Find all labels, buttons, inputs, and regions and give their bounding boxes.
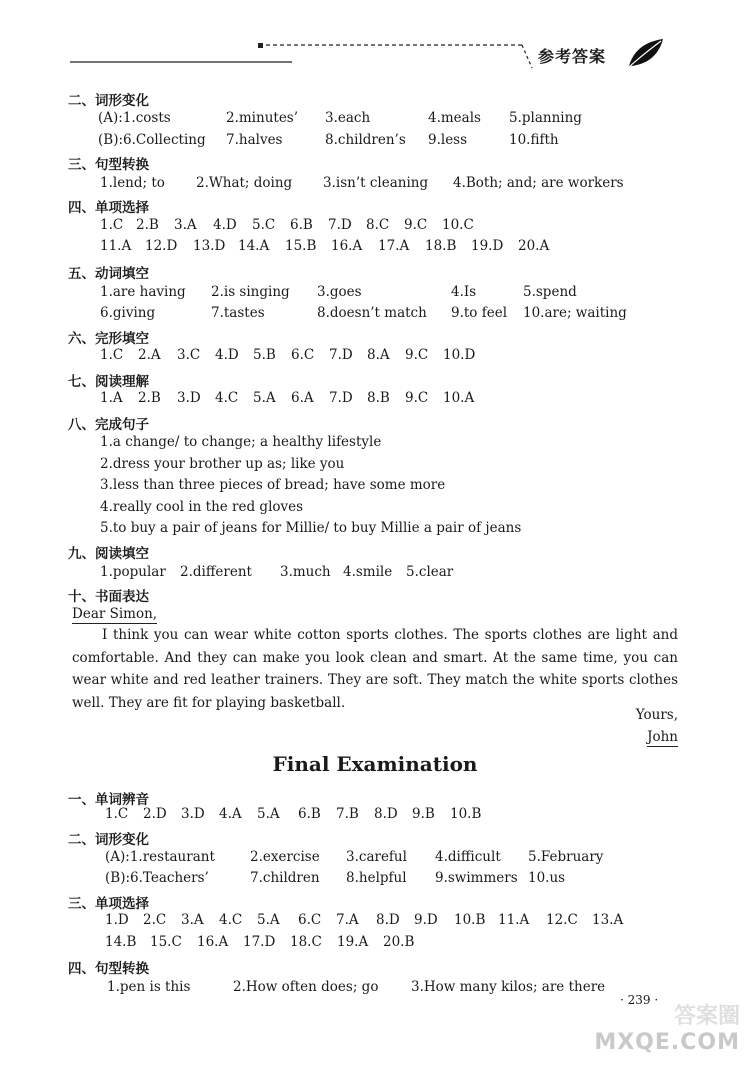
- answer-item: 7.D: [329, 347, 353, 363]
- answer-line: 5.to buy a pair of jeans for Millie/ to buy Millie a pair of jeans: [100, 520, 522, 536]
- answer-item: 5.A: [253, 390, 276, 406]
- answer-item: 9.C: [404, 217, 428, 233]
- answer-item: 15.B: [285, 238, 317, 254]
- answer-item: 6.B: [298, 806, 321, 822]
- answer-item: 14.A: [238, 238, 270, 254]
- answer-item: (B):6.Collecting: [98, 132, 206, 148]
- answer-item: 2.is singing: [211, 284, 290, 300]
- answer-item: 5.C: [252, 217, 276, 233]
- answer-item: 9.to feel: [451, 305, 508, 321]
- section-title: 二、词形变化: [68, 832, 149, 848]
- answer-item: 5.B: [253, 347, 276, 363]
- answer-item: 5.February: [528, 849, 604, 865]
- answer-item: 3.much: [280, 564, 331, 580]
- section-title: 一、单词辨音: [68, 792, 149, 808]
- watermark: [594, 999, 740, 1055]
- answer-item: 9.B: [412, 806, 435, 822]
- answer-item: 16.A: [197, 934, 229, 950]
- answer-item: 6.giving: [100, 305, 156, 321]
- answer-item: 1.C: [100, 217, 124, 233]
- answer-item: 10.B: [454, 912, 486, 928]
- salutation-text: Dear Simon,: [72, 606, 158, 622]
- answer-item: 8.D: [374, 806, 398, 822]
- page-header: [0, 0, 750, 80]
- answer-item: 10.C: [442, 217, 474, 233]
- answer-item: 12.D: [145, 238, 178, 254]
- section-title: 三、单项选择: [68, 896, 149, 912]
- answer-item: 6.C: [291, 347, 315, 363]
- answer-item: 8.C: [366, 217, 390, 233]
- answer-item: 1.A: [100, 390, 123, 406]
- section-title: 四、句型转换: [68, 961, 149, 977]
- answer-item: 1.are having: [100, 284, 186, 300]
- header-title: 参考答案: [538, 47, 607, 66]
- answer-item: 5.spend: [523, 284, 577, 300]
- answer-item: 7.B: [336, 806, 359, 822]
- answer-item: 2.different: [180, 564, 252, 580]
- answer-item: 3.goes: [317, 284, 362, 300]
- section-title: 九、阅读填空: [68, 546, 149, 562]
- answer-item: 2.A: [138, 347, 161, 363]
- answer-item: 9.less: [428, 132, 468, 148]
- answer-item: 20.B: [383, 934, 415, 950]
- section-title: 五、动词填空: [68, 266, 149, 282]
- answer-item: 9.C: [405, 347, 429, 363]
- answer-item: 3.D: [177, 390, 201, 406]
- answer-item: 10.fifth: [509, 132, 559, 148]
- answer-item: 19.D: [471, 238, 504, 254]
- answer-item: 8.doesn’t match: [317, 305, 427, 321]
- answer-item: 8.helpful: [346, 870, 407, 886]
- answer-item: 11.A: [498, 912, 530, 928]
- answer-item: 6.B: [290, 217, 313, 233]
- answer-item: 7.D: [329, 390, 353, 406]
- answer-item: 4.Both; and; are workers: [453, 175, 624, 191]
- answer-item: 10.us: [528, 870, 566, 886]
- answer-item: 1.pen is this: [107, 979, 191, 995]
- answer-line: 1.a change/ to change; a healthy lifestyle: [100, 434, 382, 450]
- answer-item: 1.lend; to: [100, 175, 165, 191]
- answer-item: 13.A: [592, 912, 624, 928]
- answer-item: 4.D: [215, 347, 239, 363]
- answer-item: 8.children’s: [325, 132, 406, 148]
- letter-signature: [647, 729, 678, 745]
- answer-item: 10.are; waiting: [523, 305, 627, 321]
- answer-item: 11.A: [100, 238, 132, 254]
- answer-item: 10.A: [443, 390, 475, 406]
- answer-item: 3.each: [325, 110, 371, 126]
- answer-item: 4.A: [219, 806, 242, 822]
- answer-item: 10.D: [443, 347, 476, 363]
- answer-item: 17.D: [243, 934, 276, 950]
- answer-item: 7.A: [336, 912, 359, 928]
- answer-item: 18.B: [425, 238, 457, 254]
- answer-item: 3.A: [181, 912, 204, 928]
- answer-item: 19.A: [337, 934, 369, 950]
- section-title: 四、单项选择: [68, 200, 149, 216]
- answer-item: 4.C: [219, 912, 243, 928]
- answer-item: 7.D: [328, 217, 352, 233]
- answer-item: 4.Is: [451, 284, 477, 300]
- answer-item: 4.difficult: [435, 849, 501, 865]
- answer-line: 3.less than three pieces of bread; have some more: [100, 477, 446, 493]
- section-title: 七、阅读理解: [68, 374, 149, 390]
- answer-item: 13.D: [193, 238, 226, 254]
- answer-item: 6.A: [291, 390, 314, 406]
- answer-item: (A):1.restaurant: [105, 849, 215, 865]
- section-title: 八、完成句子: [68, 417, 149, 433]
- answer-item: 3.A: [174, 217, 197, 233]
- answer-item: 3.D: [181, 806, 205, 822]
- section-title: 十、书面表达: [68, 589, 149, 605]
- answer-item: 2.D: [143, 806, 167, 822]
- answer-item: 12.C: [546, 912, 578, 928]
- exam-title: Final Examination: [272, 752, 478, 776]
- section-title: 二、词形变化: [68, 93, 149, 109]
- answer-item: 8.B: [367, 390, 390, 406]
- letter-salutation: [72, 606, 157, 622]
- answer-item: 4.meals: [428, 110, 481, 126]
- answer-item: 2.exercise: [250, 849, 320, 865]
- answer-item: 7.tastes: [211, 305, 265, 321]
- answer-item: 14.B: [105, 934, 137, 950]
- answer-item: 4.C: [215, 390, 239, 406]
- answer-item: 4.smile: [343, 564, 393, 580]
- letter-body: I think you can wear white cotton sports clothes. The sports clothes are light and comfortable. And they can make you look clean and smart. At the same time, you can wear white and red leather trainers. They are soft. They match the white sports clothes well. They are fit for playing basketball.: [72, 627, 678, 711]
- answer-item: (A):1.costs: [98, 110, 171, 126]
- answer-item: 20.A: [518, 238, 550, 254]
- section-title: 六、完形填空: [68, 331, 149, 347]
- answer-item: 6.C: [298, 912, 322, 928]
- answer-item: 2.minutes’: [226, 110, 299, 126]
- answer-item: 5.planning: [509, 110, 582, 126]
- answer-item: 3.isn’t cleaning: [323, 175, 429, 191]
- answer-item: 2.B: [136, 217, 159, 233]
- watermark-logo: 答案圈: [673, 1004, 740, 1029]
- answer-item: 17.A: [378, 238, 410, 254]
- signature-text: John: [647, 729, 678, 745]
- answer-line: 2.dress your brother up as; like you: [100, 456, 345, 472]
- answer-item: 3.How many kilos; are there: [411, 979, 606, 995]
- answer-item: 8.D: [376, 912, 400, 928]
- answer-item: 5.A: [257, 806, 280, 822]
- answer-item: 2.B: [138, 390, 161, 406]
- letter-closing: Yours,: [635, 707, 678, 723]
- answer-item: 9.D: [414, 912, 438, 928]
- answer-item: 7.children: [250, 870, 320, 886]
- answer-item: 2.What; doing: [196, 175, 293, 191]
- answer-item: 9.C: [405, 390, 429, 406]
- page-number: · 239 ·: [620, 993, 659, 1007]
- answer-item: 9.swimmers: [435, 870, 518, 886]
- watermark-url: MXQE.COM: [594, 1030, 740, 1055]
- answer-item: 1.C: [105, 806, 129, 822]
- section-title: 三、句型转换: [68, 157, 149, 173]
- answer-line: 4.really cool in the red gloves: [100, 499, 304, 515]
- answer-item: 1.popular: [100, 564, 166, 580]
- answer-item: 1.D: [105, 912, 129, 928]
- answer-item: 2.C: [143, 912, 167, 928]
- answer-item: 5.A: [257, 912, 280, 928]
- answer-item: 18.C: [290, 934, 322, 950]
- answer-item: (B):6.Teachers’: [105, 870, 209, 886]
- answer-item: 10.B: [450, 806, 482, 822]
- answer-item: 5.clear: [406, 564, 454, 580]
- answer-item: 4.D: [213, 217, 237, 233]
- answer-item: 3.careful: [346, 849, 407, 865]
- answer-item: 2.How often does; go: [233, 979, 379, 995]
- answer-item: 8.A: [367, 347, 390, 363]
- answer-item: 1.C: [100, 347, 124, 363]
- answer-item: 3.C: [177, 347, 201, 363]
- answer-item: 16.A: [331, 238, 363, 254]
- leaf-icon: [625, 36, 667, 70]
- answer-item: 7.halves: [226, 132, 283, 148]
- answer-item: 15.C: [150, 934, 182, 950]
